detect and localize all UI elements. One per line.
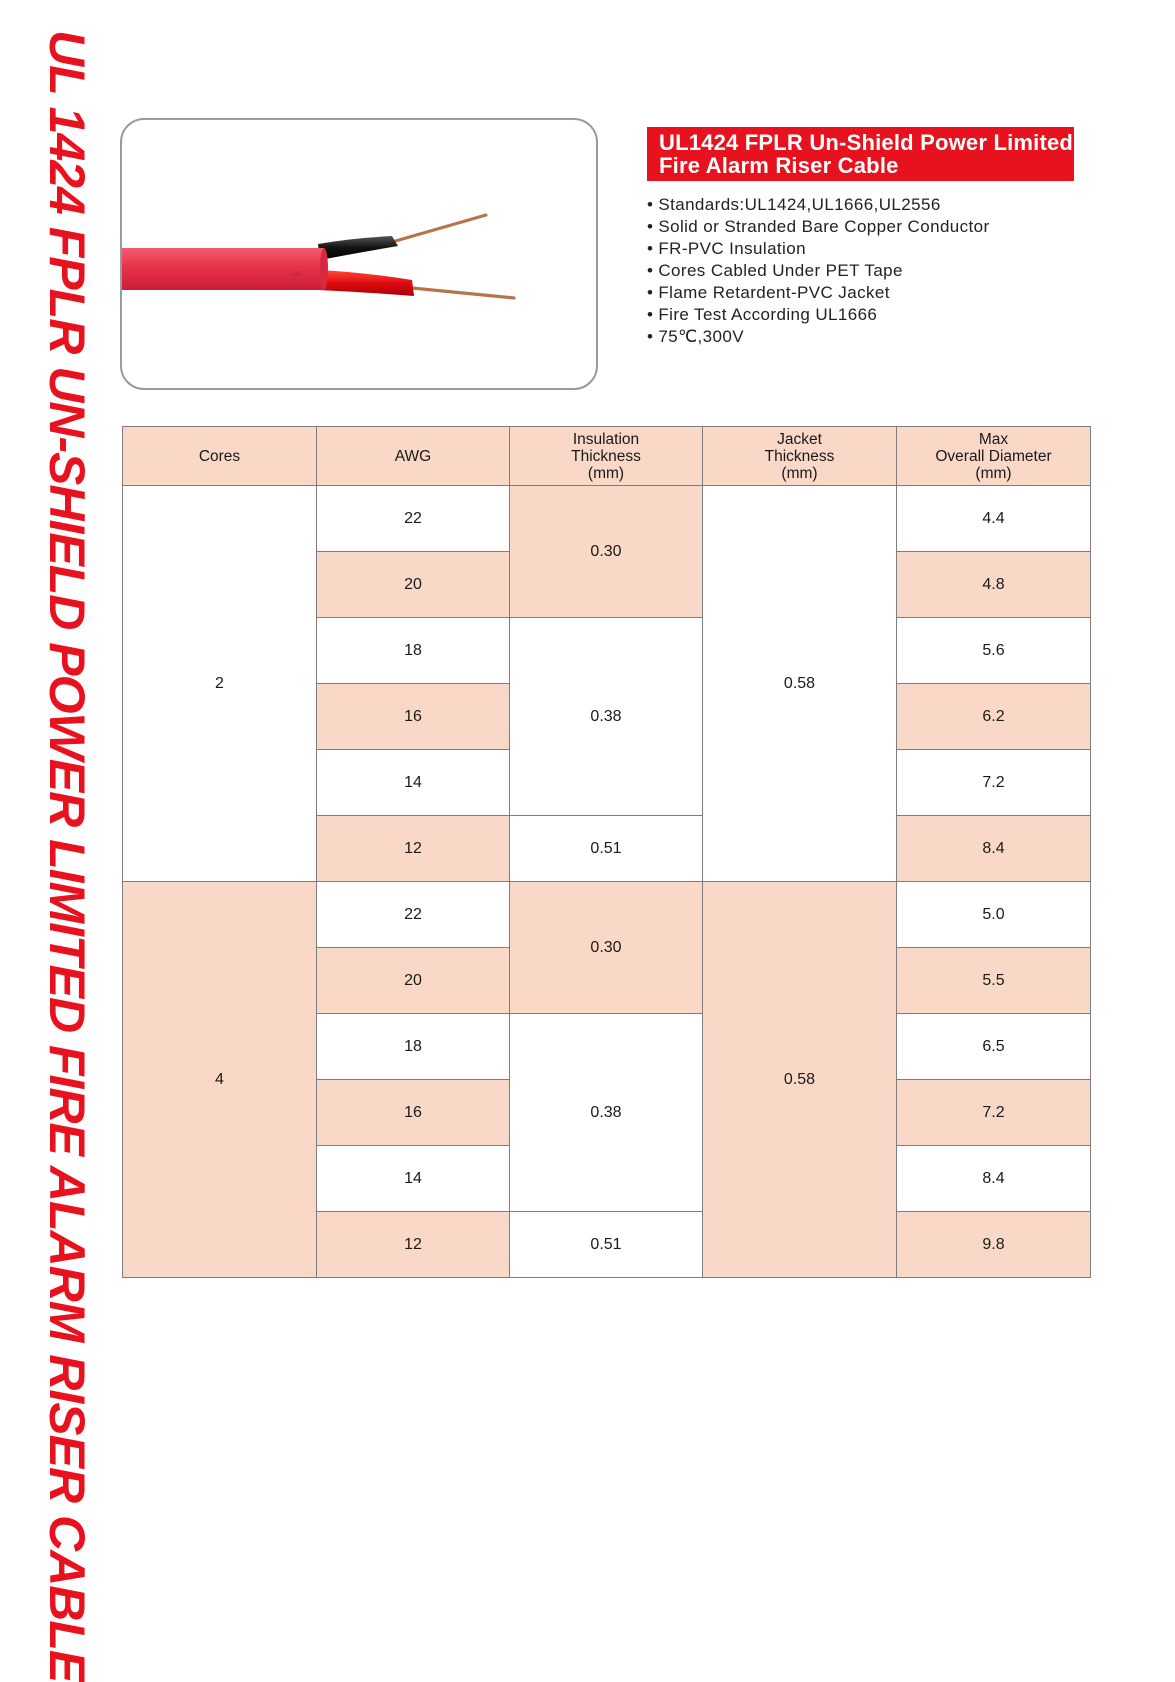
cable-image <box>122 120 596 388</box>
awg-cell: 20 <box>317 948 510 1014</box>
feature-item: • 75℃,300V <box>647 326 990 348</box>
table-row <box>123 882 1091 948</box>
cores-cell: 2 <box>123 486 317 882</box>
svg-text:UL: UL <box>292 271 301 278</box>
diameter-cell: 7.2 <box>897 1080 1091 1146</box>
insulation-cell: 0.38 <box>510 1014 703 1212</box>
header-cores: Cores <box>123 427 317 486</box>
red-core <box>318 270 414 296</box>
product-title-line-1: UL1424 FPLR Un-Shield Power Limited <box>659 130 1074 155</box>
cable-jacket <box>122 248 324 290</box>
insulation-cell: 0.30 <box>510 882 703 1014</box>
awg-cell: 22 <box>317 882 510 948</box>
black-core <box>318 236 398 260</box>
copper-strand-black <box>392 215 486 242</box>
spec-table <box>122 426 1091 1278</box>
awg-cell: 18 <box>317 1014 510 1080</box>
header-insulation: Insulation Thickness (mm) <box>510 427 703 486</box>
copper-strand-red <box>412 288 514 298</box>
feature-item: • Standards:UL1424,UL1666,UL2556 <box>647 194 990 216</box>
table-row <box>123 486 1091 552</box>
table-header-row <box>123 427 1091 486</box>
feature-item: • FR-PVC Insulation <box>647 238 990 260</box>
awg-cell: 22 <box>317 486 510 552</box>
diameter-cell: 4.8 <box>897 552 1091 618</box>
awg-cell: 18 <box>317 618 510 684</box>
feature-item: • Fire Test According UL1666 <box>647 304 990 326</box>
awg-cell: 12 <box>317 816 510 882</box>
diameter-cell: 5.5 <box>897 948 1091 1014</box>
header-jacket: Jacket Thickness (mm) <box>703 427 897 486</box>
diameter-cell: 8.4 <box>897 816 1091 882</box>
feature-item: • Cores Cabled Under PET Tape <box>647 260 990 282</box>
feature-item: • Solid or Stranded Bare Copper Conductor <box>647 216 990 238</box>
insulation-cell: 0.38 <box>510 618 703 816</box>
awg-cell: 12 <box>317 1212 510 1278</box>
awg-cell: 20 <box>317 552 510 618</box>
product-photo <box>120 118 598 390</box>
feature-list <box>647 194 990 348</box>
jacket-cell: 0.58 <box>703 882 897 1278</box>
diameter-cell: 4.4 <box>897 486 1091 552</box>
diameter-cell: 6.5 <box>897 1014 1091 1080</box>
feature-item: • Flame Retardent-PVC Jacket <box>647 282 990 304</box>
header-diameter: Max Overall Diameter (mm) <box>897 427 1091 486</box>
diameter-cell: 9.8 <box>897 1212 1091 1278</box>
diameter-cell: 5.0 <box>897 882 1091 948</box>
product-title-banner <box>647 127 1074 181</box>
side-title: UL 1424 FPLR UN-SHIELD POWER LIMITED FIRE ALARM RISER CABLE <box>39 30 95 1682</box>
diameter-cell: 7.2 <box>897 750 1091 816</box>
awg-cell: 16 <box>317 1080 510 1146</box>
insulation-cell: 0.51 <box>510 816 703 882</box>
awg-cell: 16 <box>317 684 510 750</box>
diameter-cell: 5.6 <box>897 618 1091 684</box>
insulation-cell: 0.30 <box>510 486 703 618</box>
cores-cell: 4 <box>123 882 317 1278</box>
diameter-cell: 6.2 <box>897 684 1091 750</box>
awg-cell: 14 <box>317 750 510 816</box>
header-awg: AWG <box>317 427 510 486</box>
insulation-cell: 0.51 <box>510 1212 703 1278</box>
diameter-cell: 8.4 <box>897 1146 1091 1212</box>
product-title-line-2: Fire Alarm Riser Cable <box>659 153 899 178</box>
awg-cell: 14 <box>317 1146 510 1212</box>
jacket-cell: 0.58 <box>703 486 897 882</box>
